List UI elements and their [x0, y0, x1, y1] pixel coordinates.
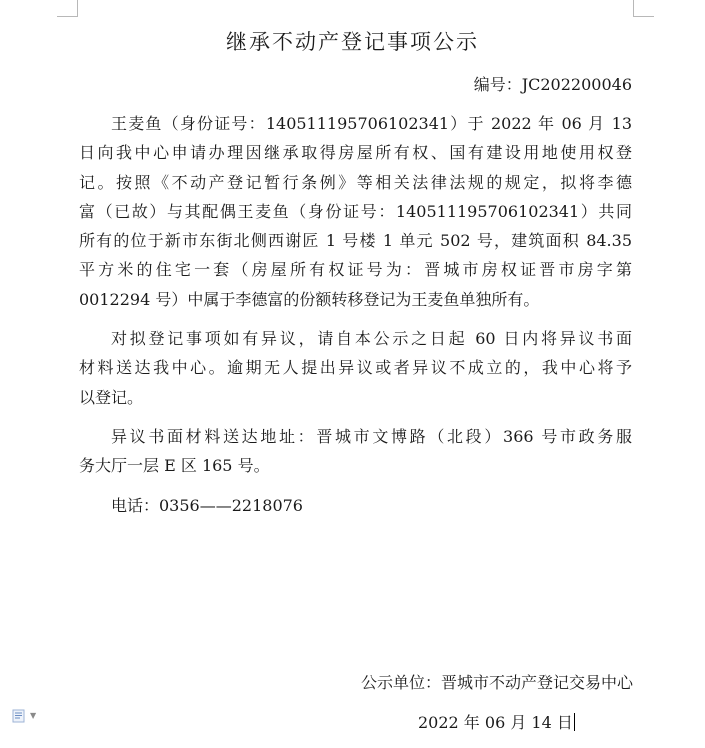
document-body[interactable]: [79, 109, 632, 530]
paragraph-address: [79, 422, 632, 481]
text-line: 务大厅一层 E 区 165 号。: [79, 456, 270, 476]
paragraph-objection: [79, 324, 632, 412]
paragraph-phone: [79, 491, 632, 520]
document-title: 继承不动产登记事项公示: [226, 30, 479, 54]
text-line: 电话：0356——2218076: [111, 495, 303, 515]
text-line: 材料送达我中心。逾期无人提出异议或者异议不成立的，我中心将予: [79, 358, 632, 378]
text-line: 富（已故）与其配偶王麦鱼（身份证号：140511195706102341）共同: [79, 201, 632, 221]
crop-mark-top-right: [633, 0, 654, 17]
text-line: 平方米的住宅一套（房屋所有权证号为：晋城市房权证晋市房字第: [79, 260, 632, 280]
document-number: 编号：JC202200046: [473, 75, 632, 94]
text-line: 对拟登记事项如有异议，请自本公示之日起 60 日内将异议书面: [111, 329, 632, 349]
text-line: 异议书面材料送达地址：晋城市文博路（北段）366 号市政务服: [111, 426, 632, 446]
paragraph-options-icon[interactable]: [12, 708, 26, 722]
issue-date-line[interactable]: [418, 710, 575, 733]
paragraph-application: [79, 109, 632, 314]
text-line: 0012294 号）中属于李德富的份额转移登记为王麦鱼单独所有。: [79, 289, 540, 309]
text-line: 所有的位于新市东街北侧西谢匠 1 号楼 1 单元 502 号，建筑面积 84.35: [79, 231, 632, 251]
chevron-down-icon[interactable]: ▼: [30, 711, 37, 720]
text-line: 王麦鱼（身份证号：140511195706102341）于 2022 年 06 月 13: [111, 114, 632, 133]
text-line: 日向我中心申请办理因继承取得房屋所有权、国有建设用地使用权登: [79, 143, 632, 163]
crop-mark-top-left: [57, 0, 78, 17]
issue-date: 2022 年 06 月 14 日: [418, 713, 573, 732]
text-line: 以登记。: [79, 387, 144, 407]
text-line: 记。按照《不动产登记暂行条例》等相关法律法规的规定，拟将李德: [79, 172, 632, 192]
issuer-signature: 公示单位：晋城市不动产登记交易中心: [360, 673, 633, 692]
text-cursor: [574, 713, 575, 731]
